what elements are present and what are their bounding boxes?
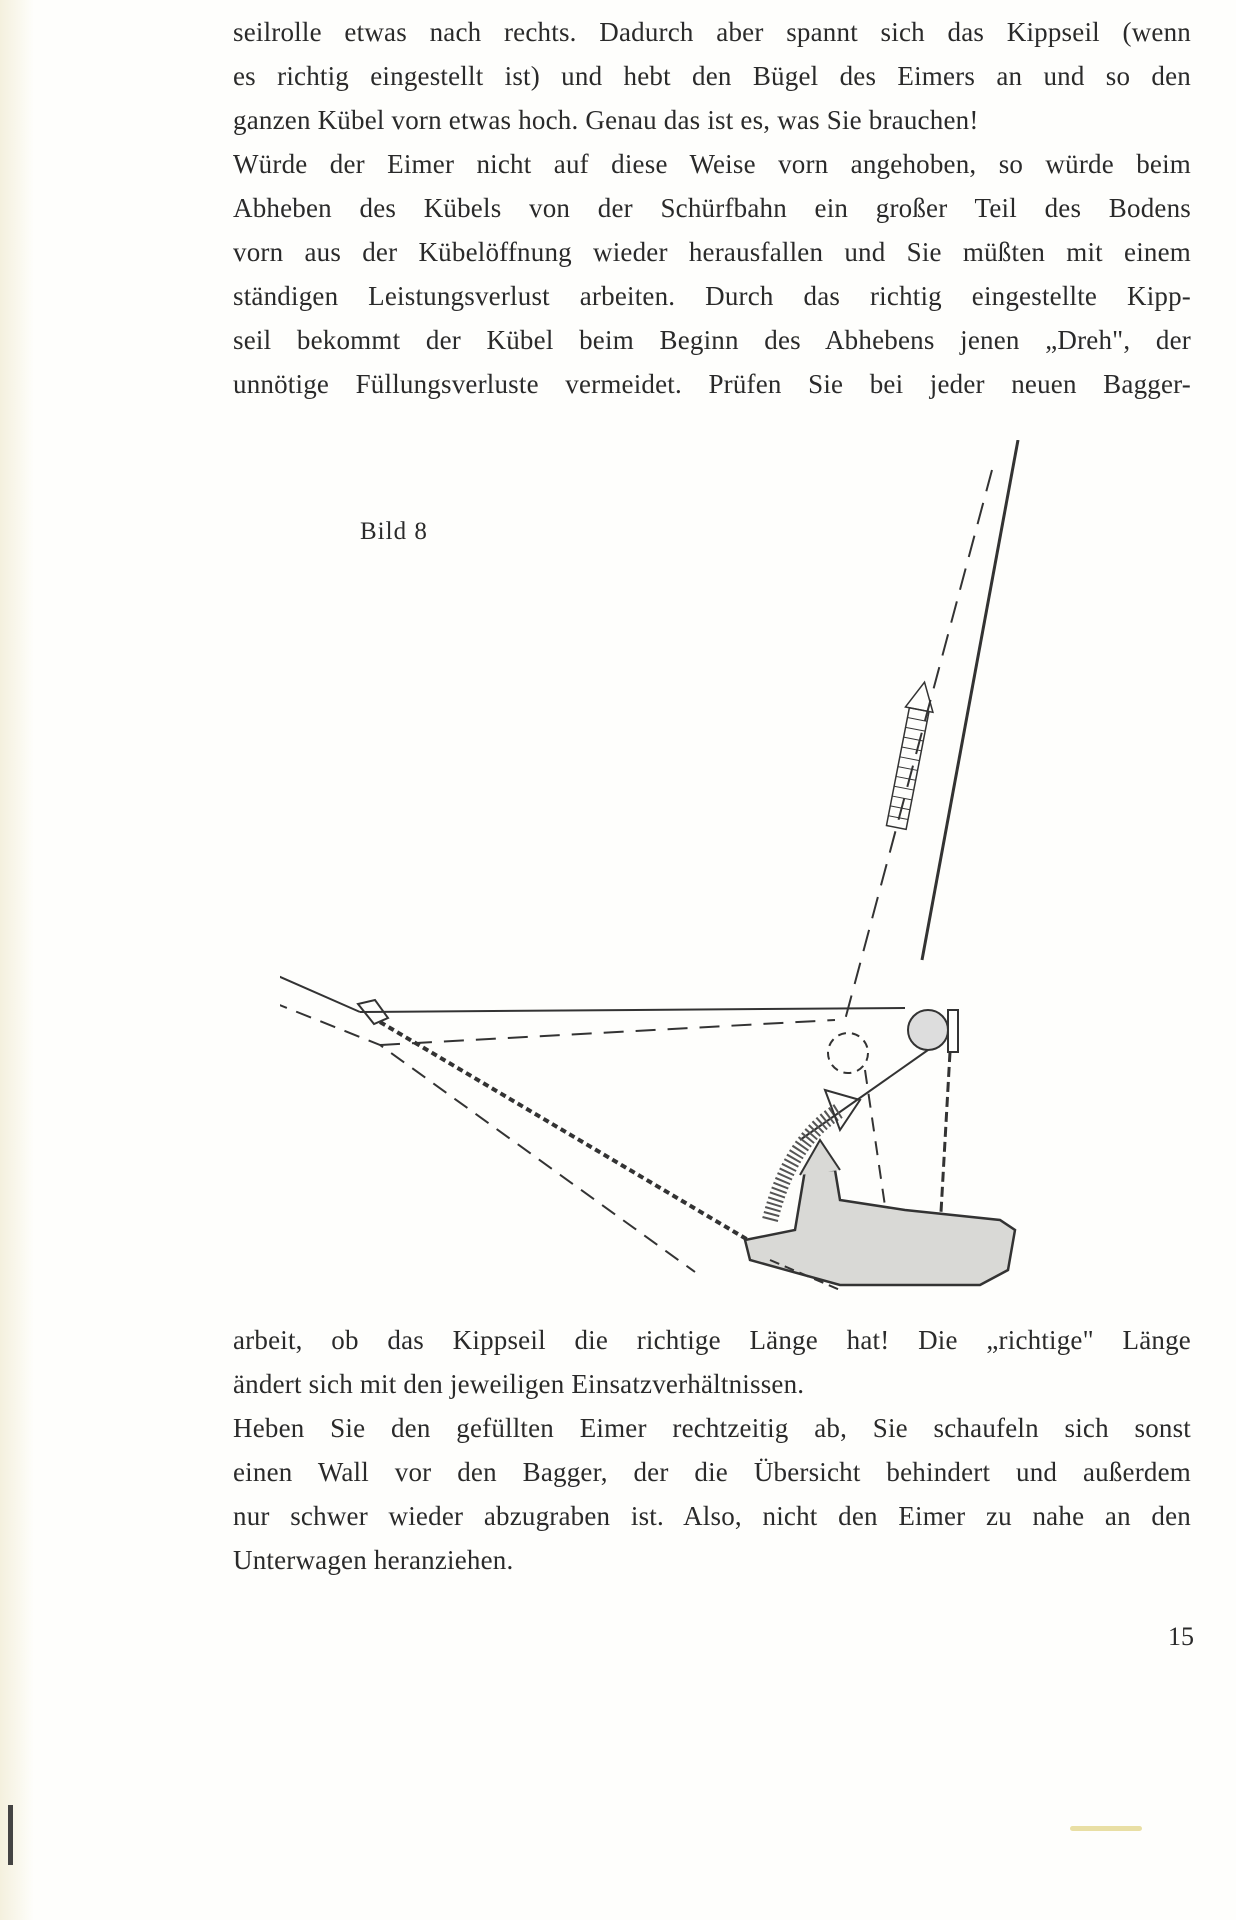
text-line: seil bekommt der Kübel beim Beginn des Abhebens jenen „Dreh", der bbox=[233, 325, 1191, 355]
dashed-hoist-rope bbox=[845, 470, 992, 1020]
text-line: seilrolle etwas nach rechts. Dadurch aber spannt sich das Kippseil (wenn bbox=[233, 17, 1191, 47]
text-line: es richtig eingestellt ist) und hebt den Bügel des Eimers an und so den bbox=[233, 61, 1191, 91]
page-edge-shadow bbox=[0, 0, 34, 1920]
text-line: Abheben des Kübels von der Schürfbahn ein großer Teil des Bodens bbox=[233, 193, 1191, 223]
figure-caption: Bild 8 bbox=[360, 518, 428, 545]
hoist-rope bbox=[922, 440, 1018, 960]
text-line: Heben Sie den gefüllten Eimer rechtzeitig ab, Sie schaufeln sich sonst bbox=[233, 1413, 1191, 1443]
text-line: ständigen Leistungsverlust arbeiten. Durch das richtig eingestellte Kipp- bbox=[233, 281, 1191, 311]
bottom-paragraph bbox=[233, 1318, 1191, 1582]
top-paragraph bbox=[233, 10, 1191, 406]
text-line: unnötige Füllungsverluste vermeidet. Prüfen Sie bei jeder neuen Bagger- bbox=[233, 369, 1191, 399]
drag-chain bbox=[380, 1022, 765, 1250]
scan-smudge bbox=[1070, 1826, 1142, 1831]
sheave bbox=[908, 1010, 948, 1050]
binding-mark bbox=[8, 1805, 13, 1865]
dragline-bucket-figure bbox=[280, 440, 1020, 1290]
text-line: Unterwagen heranziehen. bbox=[233, 1545, 514, 1575]
text-line: arbeit, ob das Kippseil die richtige Länge hat! Die „richtige" Länge bbox=[233, 1325, 1191, 1355]
text-line: ganzen Kübel vorn etwas hoch. Genau das ist es, was Sie brauchen! bbox=[233, 105, 979, 135]
page-number: 15 bbox=[1168, 1622, 1194, 1651]
text-line: ändert sich mit den jeweiligen Einsatzverhältnissen. bbox=[233, 1369, 805, 1399]
hoist-arrow bbox=[883, 679, 939, 830]
text-line: nur schwer wieder abzugraben ist. Also, nicht den Eimer zu nahe an den bbox=[233, 1501, 1191, 1531]
text-line: Würde der Eimer nicht auf diese Weise vorn angehoben, so würde beim bbox=[233, 149, 1191, 179]
text-line: vorn aus der Kübelöffnung wieder herausfallen und Sie müßten mit einem bbox=[233, 237, 1191, 267]
text-line: einen Wall vor den Bagger, der die Übersicht behindert und außerdem bbox=[233, 1457, 1191, 1487]
drag-rope bbox=[280, 976, 360, 1012]
